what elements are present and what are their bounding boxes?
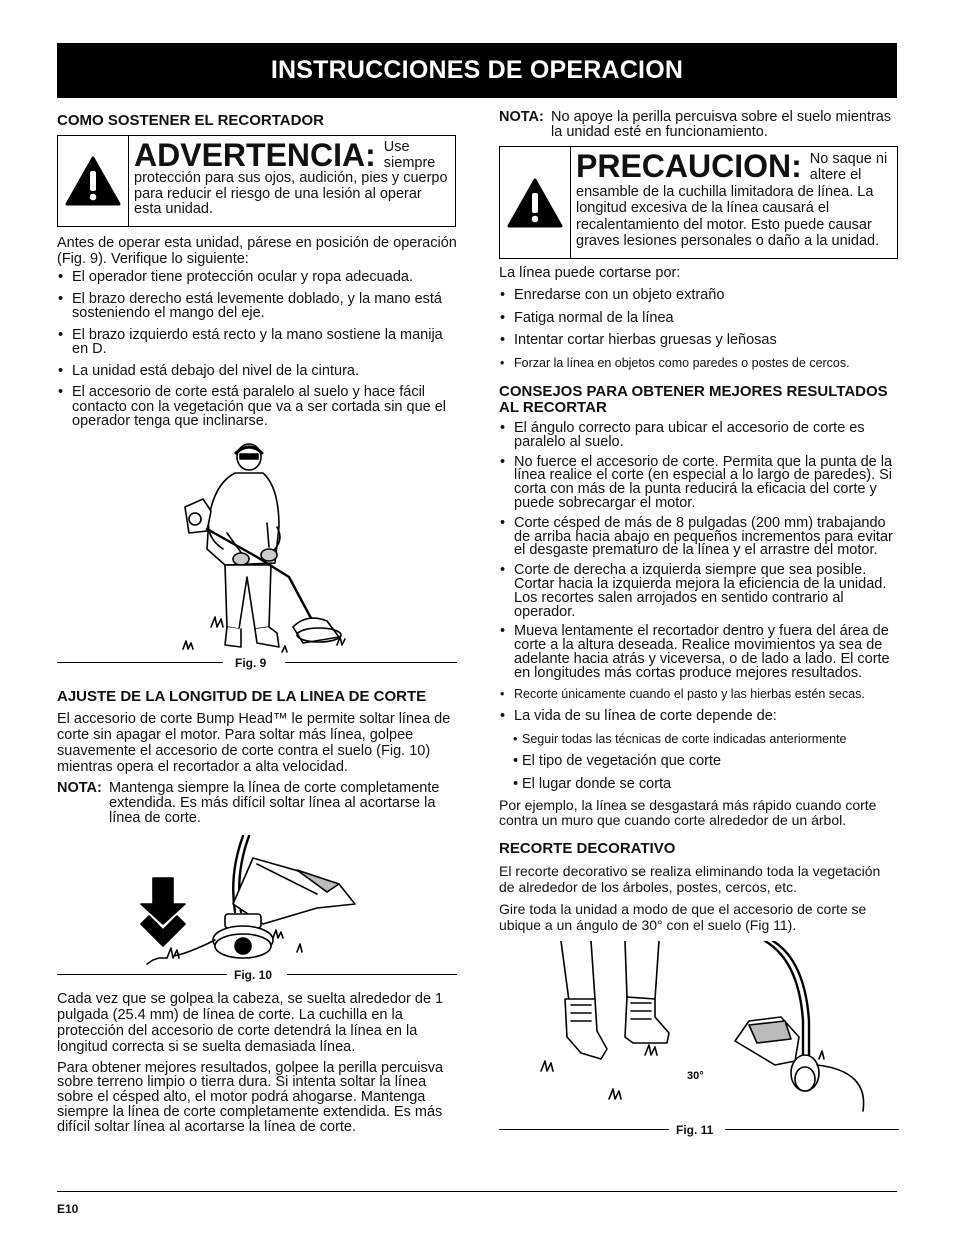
figure-caption: Fig. 9	[235, 655, 267, 670]
line-length-paragraph: El accesorio de corte Bump Head™ le permite soltar línea de corte sin apagar el motor. Para soltar más línea, golpee suavemente el accesorio de corte contra el suelo (Fig. 10) mientras opera el recortador a alta velocidad.	[57, 710, 451, 775]
note-line-length	[57, 781, 457, 826]
decorative-paragraph-1: El recorte decorativo se realiza eliminando toda la vegetación de alrededor de los árboles, postes, cercos, etc.	[499, 863, 881, 896]
list-item: • Fatiga normal de la línea	[499, 311, 899, 326]
list-item: • Intentar cortar hierbas gruesas y leñosas	[499, 333, 899, 348]
list-item: • El accesorio de corte está paralelo al suelo y hace fácil contacto con la vegetación que va a ser cortada sin que el operador tenga que inclinarse.	[57, 385, 457, 429]
note-label: NOTA:	[57, 779, 102, 796]
page-title: INSTRUCCIONES DE OPERACION	[270, 56, 684, 84]
list-item: • El ángulo correcto para ubicar el accesorio de corte es paralelo al suelo.	[499, 422, 899, 450]
list-item: • Corte de derecha a izquierda siempre que sea posible. Cortar hacia la izquierda mejora la eficiencia de la unidad. Los recortes salen arrojados en sentido contrario al operador.	[499, 564, 899, 619]
page-banner	[57, 43, 897, 98]
list-item: • Enredarse con un objeto extraño	[499, 288, 899, 303]
warning-icon	[500, 147, 571, 258]
section-heading-holding: COMO SOSTENER EL RECORTADOR	[57, 112, 324, 129]
tips-sublist	[512, 732, 899, 792]
section-heading-line-length: AJUSTE DE LA LONGITUD DE LA LINEA DE CORTE	[57, 687, 427, 705]
list-item: • El lugar donde se corta	[512, 777, 899, 792]
best-results-paragraph: Para obtener mejores resultados, golpee la perilla percuisva sobre terreno limpio o tierra dura. Si intenta soltar la línea sobre el césped alto, el motor podrá ahogarse. Mantenga siempre la línea de corte completamente extendida. Es más difícil soltar línea al acortarse la línea de corte.	[57, 1059, 444, 1135]
list-item: • El operador tiene protección ocular y ropa adecuada.	[57, 270, 457, 285]
list-item: • El brazo derecho está levemente doblado, y la mano está sosteniendo el mango del eje.	[57, 292, 457, 321]
list-item: • Recorte únicamente cuando el pasto y las hierbas estén secas.	[499, 687, 899, 702]
list-item: • Seguir todas las técnicas de corte indicadas anteriormente	[512, 732, 899, 747]
list-item: • No fuerce el accesorio de corte. Permita que la punta de la línea realice el corte (en especial a lo largo de paredes). Si corta con más de la punta reducirá la eficacia del corte y puede sobrecargar el motor.	[499, 456, 899, 511]
break-intro: La línea puede cortarse por:	[499, 265, 681, 281]
figure-11	[499, 941, 899, 1141]
list-item: • El tipo de vegetación que corte	[512, 754, 899, 769]
holding-intro: Antes de operar esta unidad, párese en posición de operación (Fig. 9). Verifique lo siguiente:	[57, 235, 457, 267]
figure-10	[57, 834, 457, 1006]
footer-rule	[57, 1191, 897, 1192]
line-release-paragraph: Cada vez que se golpea la cabeza, se suelta alrededor de 1 pulgada (25.4 mm) de línea de corte. La cuchilla en la protección del accesorio de corte detendrá la línea en la longitud correcta si se suelta demasiada línea.	[57, 990, 444, 1055]
caution-title: PRECAUCION:	[576, 148, 802, 184]
caution-text: No saque ni altere el ensamble de la cuchilla limitadora de línea. La longitud excesiva de la línea causará el recalentamiento del motor. Esto puede causar graves lesiones personales o daño a la unidad.	[576, 151, 888, 250]
figure-caption: Fig. 11	[676, 1123, 714, 1138]
section-heading-decorative: RECORTE DECORATIVO	[499, 840, 676, 858]
tips-list	[499, 422, 899, 724]
list-item: • La unidad está debajo del nivel de la cintura.	[57, 364, 457, 379]
list-item: • Forzar la línea en objetos como paredes o postes de cercos.	[499, 356, 899, 371]
figure-9	[57, 437, 457, 677]
left-column	[57, 112, 457, 1134]
example-paragraph: Por ejemplo, la línea se desgastará más rápido cuando corte contra un muro que cuando corte alrededor de un árbol.	[499, 797, 877, 829]
decorative-paragraph-2: Gire toda la unidad a modo de que el accesorio de corte se ubique a un ángulo de 30° con el suelo (Fig 11).	[499, 901, 867, 934]
list-item: • Mueva lentamente el recortador dentro y fuera del área de corte a la altura deseada. Realice movimientos ya sea de adelante hacia atrás y viceversa, o de lado a lado. El corte en longitudes más cortas produce mejores resultados.	[499, 625, 899, 680]
list-item: • Corte césped de más de 8 pulgadas (200 mm) trabajando de arriba hacia abajo en pequeños incrementos para evitar el desgaste prematuro de la línea y el arrastre del motor.	[499, 517, 899, 558]
list-item: • La vida de su línea de corte depende de:	[499, 709, 899, 724]
note-text: No apoye la perilla percuisva sobre el suelo mientras la unidad esté en funcionamiento.	[551, 109, 892, 140]
page-number: E10	[57, 1202, 79, 1216]
angle-label: 30°	[687, 1070, 704, 1083]
break-list	[499, 288, 899, 370]
warning-box	[57, 135, 456, 227]
right-column	[499, 110, 899, 1141]
warning-icon	[58, 136, 129, 226]
caution-box	[499, 146, 898, 259]
decorative-trimming-illustration	[499, 941, 899, 1121]
list-item: • El brazo izquierdo está recto y la mano sostiene la manija en D.	[57, 328, 457, 357]
section-heading-tips: CONSEJOS PARA OBTENER MEJORES RESULTADOS AL RECORTAR	[499, 383, 888, 416]
note-label: NOTA:	[499, 109, 544, 125]
note-bump-head	[499, 110, 899, 140]
note-text: Mantenga siempre la línea de corte completamente extendida. Es más difícil soltar línea al acortarse la línea de corte.	[109, 779, 440, 826]
operator-illustration	[57, 437, 457, 667]
warning-text: Use siempre protección para sus ojos, audición, pies y cuerpo para reducir el riesgo de una lesión al operar esta unidad.	[134, 139, 448, 217]
warning-title: ADVERTENCIA:	[134, 137, 376, 173]
holding-checklist	[57, 270, 457, 429]
figure-caption: Fig. 10	[234, 967, 273, 982]
